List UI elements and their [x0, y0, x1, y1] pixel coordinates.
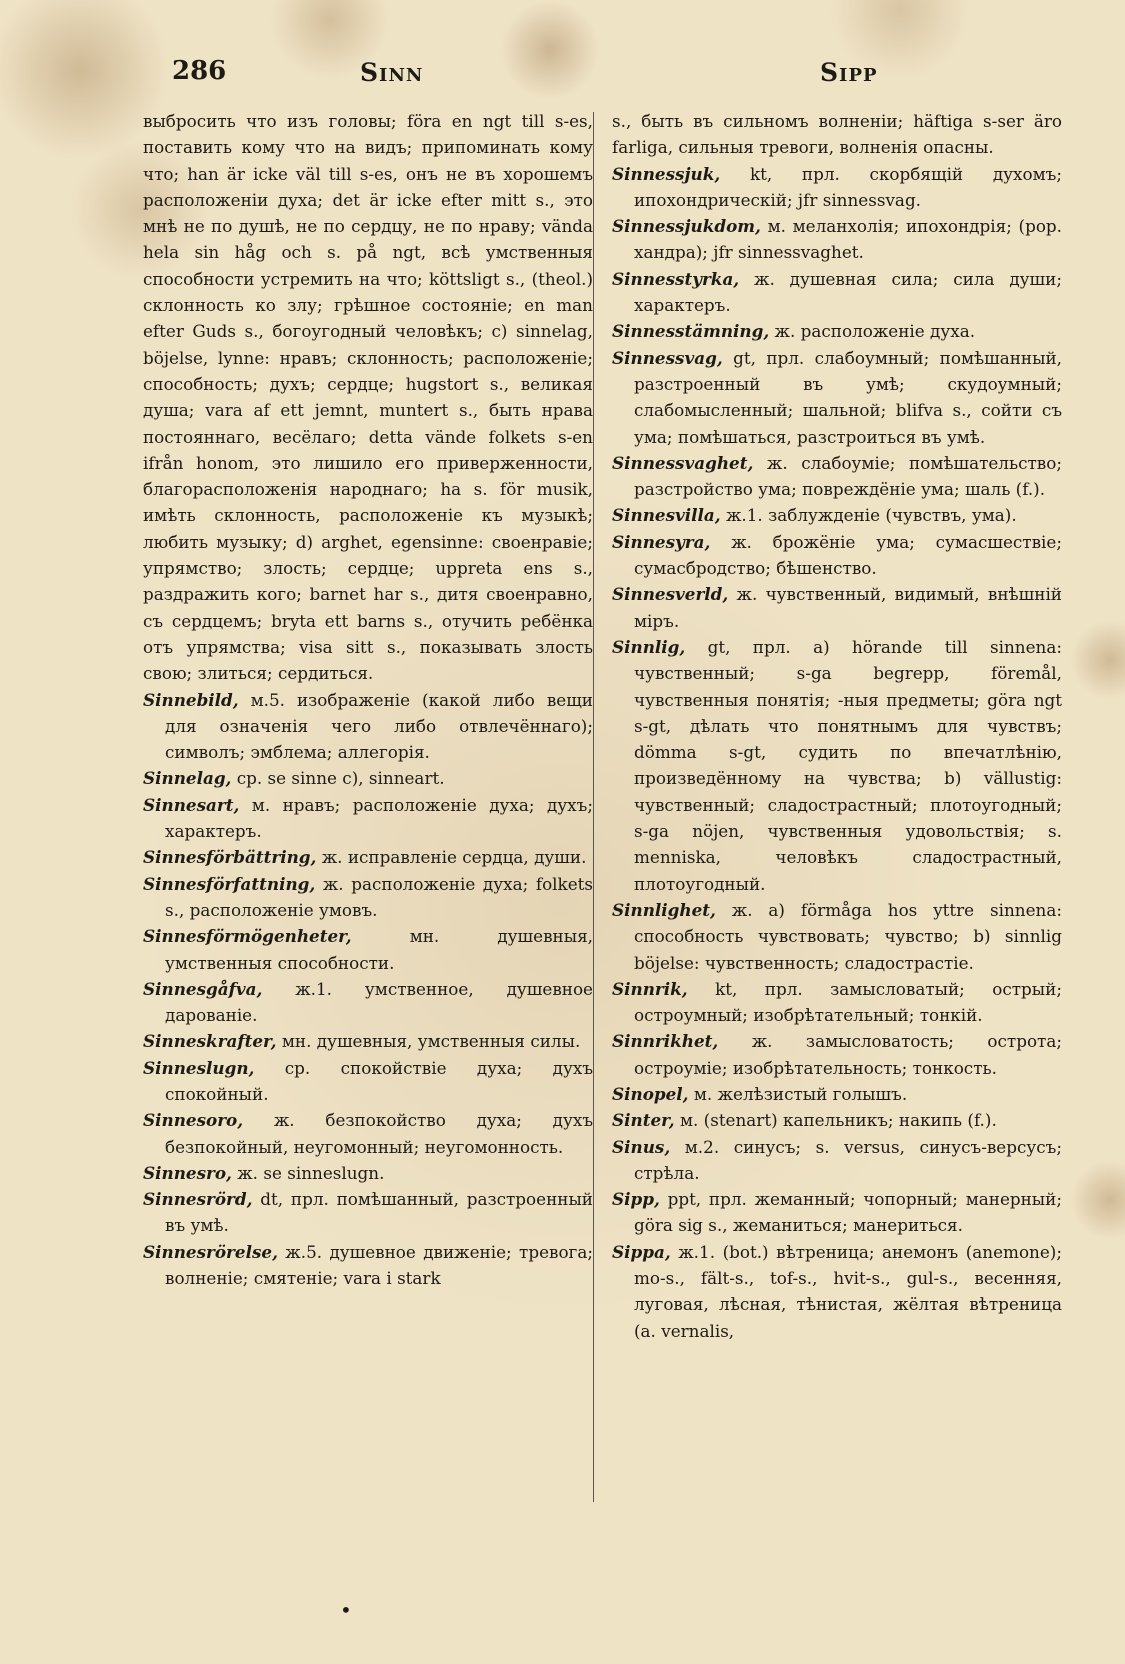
headword: Sinneskrafter,: [143, 1031, 277, 1052]
definition: мн. душевныя, умственныя способности.: [165, 926, 593, 973]
headword: Sinnesverld,: [612, 584, 729, 605]
dictionary-entry: s., быть въ сильномъ волненіи; häftiga s-ser äro farliga, сильныя тревоги, волненія опасны.: [612, 111, 1062, 158]
dictionary-entry: [143, 792, 593, 845]
definition: ppt, прл. жеманный; чопорный; манерный; göra sig s., жеманиться; манериться.: [634, 1189, 1062, 1236]
left-column: [143, 108, 593, 1291]
headword: Sinnesstämning,: [612, 321, 770, 342]
definition: kt, прл. замысловатый; острый; остроумный; изобрѣтательный; тонкій.: [634, 978, 1062, 1026]
definition: ж. брожёніе ума; сумасшествіе; сумасбродство; бѣшенство.: [634, 531, 1062, 579]
headword: Sinnesart,: [143, 794, 240, 815]
definition: ж. se sinneslugn.: [237, 1162, 385, 1183]
definition: kt, прл. скорбящій духомъ; ипохондрическій; jfr sinnessvag.: [634, 163, 1062, 210]
definition: ср. спокойствіе духа; духъ спокойный.: [165, 1057, 594, 1104]
dictionary-entry: [143, 765, 593, 791]
dictionary-entry: [612, 581, 1062, 634]
dictionary-entry: [612, 1081, 1062, 1107]
dictionary-entry: [143, 1239, 593, 1292]
headword: Sinnessjukdom,: [612, 216, 761, 237]
definition: м. желѣзистый голышъ.: [693, 1083, 908, 1104]
dictionary-entry: [612, 1107, 1062, 1133]
dictionary-entry: [143, 844, 593, 870]
headword: Sinnlig,: [612, 636, 686, 657]
headword: Sinnlighet,: [612, 899, 716, 920]
definition: мн. душевныя, умственныя силы.: [281, 1031, 581, 1052]
definition: ж. расположеніе духа.: [774, 321, 976, 342]
definition: ж.1. заблужденіе (чувствъ, ума).: [725, 505, 1017, 526]
dictionary-entry: [612, 634, 1062, 897]
dictionary-entry: [143, 923, 593, 976]
left-guide-word: Sinn: [360, 58, 424, 87]
headword: Sinnrikhet,: [612, 1031, 719, 1052]
definition: ж.5. душевное движеніе; тревога; волненіе; смятеніе; vara i stark: [165, 1241, 593, 1289]
dictionary-entry: [143, 1055, 593, 1108]
headword: Sinus,: [612, 1136, 671, 1157]
headword: Sinnesförbättring,: [143, 847, 317, 868]
definition: ж. слабоуміе; помѣшательство; разстройство ума; повреждёніе ума; шаль (f.).: [634, 452, 1062, 500]
dictionary-entry: [143, 871, 593, 924]
dictionary-entry: [143, 687, 593, 766]
page-number: 286: [172, 56, 227, 86]
definition: м. меланхолія; ипохондрія; (рор. хандра); jfr sinnessvaghet.: [634, 216, 1062, 263]
headword: Sinnessvaghet,: [612, 452, 754, 473]
headword: Sinneslugn,: [143, 1057, 255, 1078]
headword: Sipp,: [612, 1189, 660, 1210]
headword: Sinnesgåfva,: [143, 978, 263, 999]
definition: gt, прл. a) hörande till sinnena: чувственный; s-ga begrepp, föremål, чувственныя понятія; -ныя предметы; göra ngt s-gt, дѣлать что понятнымъ для чувствъ; dömma s-gt, судить по впечатлѣнію, произведённому на чувства; b) vällustig: чувственный; сладострастный; плотоугодный; s-ga nöjen, чувственныя удовольствія; s. menniska, человѣкъ сладострастный, плотоугодный.: [634, 636, 1062, 894]
definition: ж.1. (bot.) вѣтреница; анемонъ (anemone); mo-s., fält-s., tof-s., hvit-s., gul-s., весенняя, луговая, лѣсная, тѣнистая, жёлтая вѣтреница (a. vernalis,: [634, 1241, 1062, 1341]
definition: gt, прл. слабоумный; помѣшанный, разстроенный въ умѣ; скудоумный; слабомысленный; шальной; blifva s., сойти съ ума; помѣшаться, разстроиться въ умѣ.: [634, 347, 1062, 447]
page-header: [0, 56, 1125, 96]
dictionary-entry: [612, 213, 1062, 266]
headword: Sinnebild,: [143, 689, 239, 710]
definition: ж. a) förmåga hos yttre sinnena: способность чувствовать; чувство; b) sinnlig böjelse: чувственность; сладострастіе.: [634, 899, 1062, 973]
dictionary-entry: [612, 1028, 1062, 1081]
dictionary-entry: [612, 318, 1062, 344]
definition: ж. безпокойство духа; духъ безпокойный, неугомонный; неугомонность.: [165, 1110, 593, 1157]
dictionary-entry: [612, 976, 1062, 1029]
headword: Sinnesro,: [143, 1162, 232, 1183]
headword: Sinopel,: [612, 1083, 689, 1104]
dictionary-entry: [143, 1028, 593, 1054]
dictionary-entry: [612, 529, 1062, 582]
headword: Sinnesstyrka,: [612, 268, 740, 289]
right-guide-word: Sipp: [820, 58, 878, 87]
headword: Sinnesvilla,: [612, 505, 721, 526]
dictionary-entry: [612, 1239, 1062, 1344]
headword: Sinnelag,: [143, 768, 232, 789]
definition: м. (stenart) капельникъ; накипь (f.).: [679, 1110, 997, 1131]
definition: ж. чувственный, видимый, внѣшній міръ.: [634, 584, 1062, 631]
dictionary-entry: [612, 266, 1062, 319]
headword: Sinnesförmögenheter,: [143, 926, 352, 947]
definition: ж.1. умственное, душевное дарованіе.: [165, 978, 593, 1026]
dictionary-entry: [143, 1107, 593, 1160]
definition: ж. душевная сила; сила души; характеръ.: [634, 268, 1062, 316]
dictionary-entry: [612, 345, 1062, 450]
definition: м.2. синусъ; s. versus, синусъ-версусъ; стрѣла.: [634, 1136, 1062, 1183]
definition: dt, прл. помѣшанный, разстроенный въ умѣ.: [165, 1189, 593, 1236]
right-column: [612, 108, 1062, 1344]
definition: ж. расположеніе духа; folkets s., расположеніе умовъ.: [165, 873, 593, 920]
dictionary-entry: [612, 1134, 1062, 1187]
headword: Sinnrik,: [612, 978, 688, 999]
headword: Sinnesrörd,: [143, 1189, 253, 1210]
dictionary-entry: [143, 1160, 593, 1186]
footer-mark: •: [340, 1598, 352, 1622]
dictionary-entry: [612, 897, 1062, 976]
headword: Sinnesrörelse,: [143, 1241, 278, 1262]
dictionary-entry: [612, 161, 1062, 214]
definition: м. нравъ; расположеніе духа; духъ; характеръ.: [165, 794, 593, 842]
dictionary-entry: [612, 1186, 1062, 1239]
headword: Sinnessvag,: [612, 347, 723, 368]
dictionary-entry: выбросить что изъ головы; föra en ngt till s-es, поставить кому что на видъ; припоминать кому что; han är icke väl till s-es, онъ не въ хорошемъ расположеніи духа; det är icke efter mitt s., это мнѣ не по душѣ, не по сердцу, не по нраву; vända hela sin håg och s. på ngt, всѣ умственныя способности устремить на что; köttsligt s., (theol.) склонность ко злу; грѣшное состояніе; en man efter Guds s., богоугодный человѣкъ; c) sinnelag, böjelse, lynne: нравъ; склонность; расположеніе; способность; духъ; сердце; hugstort s., великая душа; vara af ett jemnt, muntert s., быть нрава постояннаго, весёлаго; detta vände folkets s-en ifrån honom, это лишило его приверженности, благорасположенія народнаго; ha s. för musik, имѣть склонность, расположеніе къ музыкѣ; любить музыку; d) arghet, egensinne: своенравіе; упрямство; злость; сердце; uppreta ens s., раздражить кого; barnet har s., дитя своенравно, съ сердцемъ; bryta ett barns s., отучить ребёнка отъ упрямства; visa sitt s., показывать злость свою; злиться; сердиться.: [143, 111, 593, 684]
dictionary-entry: [143, 976, 593, 1029]
dictionary-entry: [143, 1186, 593, 1239]
definition: ср. se sinne c), sinneart.: [236, 768, 445, 789]
headword: Sinnesyra,: [612, 531, 711, 552]
dictionary-entry: [612, 502, 1062, 528]
headword: Sinnessjuk,: [612, 163, 721, 184]
headword: Sinnesoro,: [143, 1110, 244, 1131]
definition: ж. исправленіе сердца, души.: [321, 847, 587, 868]
headword: Sinnesförfattning,: [143, 873, 316, 894]
definition: м.5. изображеніе (какой либо вещи для означенія чего либо отвлечённаго); символъ; эмблема; аллегорія.: [165, 689, 593, 763]
definition: ж. замысловатость; острота; остроуміе; изобрѣтательность; тонкость.: [634, 1031, 1062, 1078]
headword: Sippa,: [612, 1241, 671, 1262]
column-divider: [593, 112, 594, 1502]
headword: Sinter,: [612, 1110, 675, 1131]
dictionary-entry: [612, 450, 1062, 503]
